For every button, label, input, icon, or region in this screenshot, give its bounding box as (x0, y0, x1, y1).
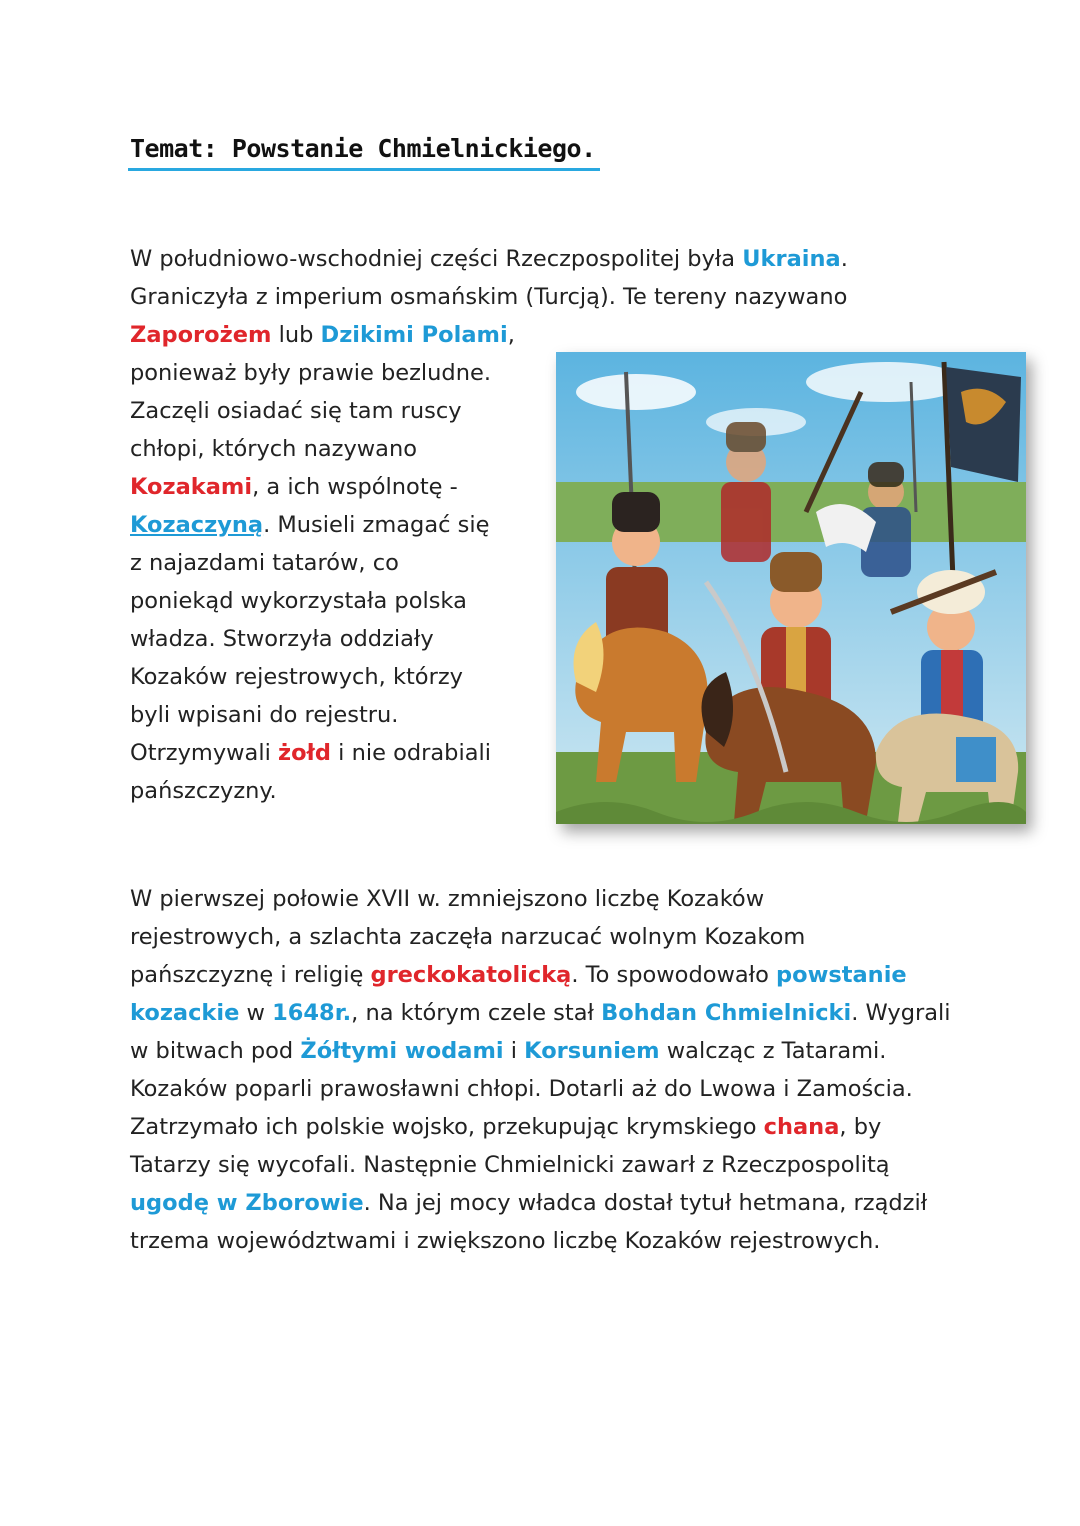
title-underline (128, 168, 600, 171)
text-span: lub (271, 322, 321, 348)
text-span: . Wygrali (851, 1000, 951, 1026)
text-line (130, 316, 930, 354)
text-span: , (507, 322, 515, 348)
paragraph-kozacy (130, 354, 550, 810)
keyword-ugoda-zborow: ugodę w Zborowie (130, 1190, 364, 1216)
text-line: byli wpisani do rejestru. (130, 702, 399, 728)
text-span: , by (839, 1114, 882, 1140)
text-line: Graniczyła z imperium osmańskim (Turcją). Te tereny nazywano (130, 284, 848, 310)
text-line (130, 1108, 960, 1146)
keyword-korsun: Korsuniem (524, 1038, 660, 1064)
text-line: poniekąd wykorzystała polska (130, 588, 467, 614)
keyword-zaporoze: Zaporożem (130, 322, 272, 348)
keyword-chan: chana (763, 1114, 840, 1140)
text-line: Kozaków rejestrowych, którzy (130, 664, 463, 690)
text-span: w (239, 1000, 273, 1026)
keyword-zolte-wody: Żółtymi wodami (300, 1038, 504, 1064)
text-span: . Musieli zmagać się (263, 512, 490, 538)
text-line: z najazdami tatarów, co (130, 550, 399, 576)
text-line (130, 506, 550, 544)
keyword-powstanie: powstanie (776, 962, 907, 988)
keyword-greckokatolicka: greckokatolicką (370, 962, 572, 988)
text-span: , a ich wspólnotę - (252, 474, 458, 500)
keyword-1648: 1648r. (272, 1000, 352, 1026)
paragraph-powstanie (130, 880, 960, 1260)
cossack-cavalry-icon (556, 352, 1026, 824)
text-span: . (840, 246, 848, 272)
text-span: walcząc z Tatarami. (659, 1038, 887, 1064)
paragraph-intro (130, 240, 930, 354)
text-line (130, 1184, 960, 1222)
text-span: w bitwach pod (130, 1038, 301, 1064)
keyword-kozaczyzna: Kozaczyną (130, 512, 264, 538)
text-span: Zatrzymało ich polskie wojsko, przekupując krymskiego (130, 1114, 764, 1140)
page-title: Temat: Powstanie Chmielnickiego. (130, 134, 596, 163)
text-line: chłopi, których nazywano (130, 436, 417, 462)
keyword-zold: żołd (278, 740, 332, 766)
text-line: trzema województwami i zwiększono liczbę Kozaków rejestrowych. (130, 1228, 881, 1254)
text-span: Otrzymywali (130, 740, 278, 766)
text-line: Kozaków poparli prawosławni chłopi. Dotarli aż do Lwowa i Zamościa. (130, 1076, 913, 1102)
text-line: władza. Stworzyła oddziały (130, 626, 434, 652)
keyword-bohdan-chmielnicki: Bohdan Chmielnicki (601, 1000, 852, 1026)
cossack-cavalry-illustration (556, 352, 1026, 824)
text-line (130, 994, 960, 1032)
text-line (130, 240, 930, 278)
text-line: ponieważ były prawie bezludne. (130, 360, 491, 386)
keyword-ukraina: Ukraina (742, 246, 841, 272)
text-line (130, 468, 550, 506)
keyword-dzikie-pola: Dzikimi Polami (320, 322, 508, 348)
keyword-kozacy: Kozakami (130, 474, 253, 500)
text-line (130, 734, 550, 772)
text-span: W południowo-wschodniej części Rzeczpospolitej była (130, 246, 743, 272)
text-line (130, 1032, 960, 1070)
text-line: W pierwszej połowie XVII w. zmniejszono liczbę Kozaków (130, 886, 765, 912)
text-span: . Na jej mocy władca dostał tytuł hetmana, rządził (363, 1190, 928, 1216)
text-span: pańszczyznę i religię (130, 962, 371, 988)
keyword-kozackie: kozackie (130, 1000, 240, 1026)
text-line: pańszczyzny. (130, 778, 277, 804)
text-span: i nie odrabiali (331, 740, 491, 766)
text-span: , na którym czele stał (351, 1000, 602, 1026)
text-span: . To spowodowało (571, 962, 776, 988)
text-line (130, 956, 960, 994)
text-span: i (503, 1038, 525, 1064)
text-line: rejestrowych, a szlachta zaczęła narzucać wolnym Kozakom (130, 924, 806, 950)
text-line: Zaczęli osiadać się tam ruscy (130, 398, 462, 424)
text-line: Tatarzy się wycofali. Następnie Chmielnicki zawarł z Rzeczpospolitą (130, 1152, 890, 1178)
